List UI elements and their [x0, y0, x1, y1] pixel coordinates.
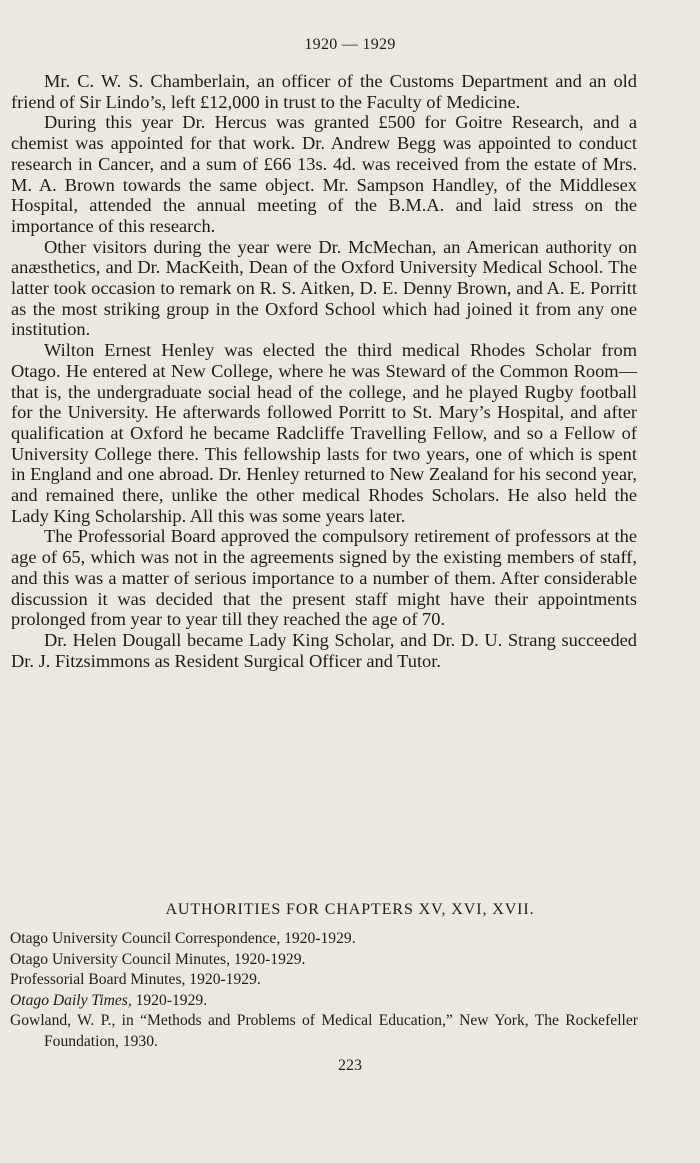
reference-item: Otago University Council Minutes, 1920-1929.	[10, 950, 306, 968]
reference-title-italic: Otago Daily Times,	[10, 991, 132, 1009]
running-head: 1920 — 1929	[304, 36, 396, 53]
paragraph-dougall: Dr. Helen Dougall became Lady King Scholar, and Dr. D. U. Strang succeeded Dr. J. Fitzsimmons as Resident Surgical Officer and Tutor.	[11, 629, 637, 671]
paragraph-chamberlain: Mr. C. W. S. Chamberlain, an officer of the Customs Department and an old friend of Sir Lindo’s, left £12,000 in trust to the Faculty of Medicine.	[11, 71, 637, 112]
reference-item	[10, 991, 638, 1012]
reference-item: Professorial Board Minutes, 1920-1929.	[10, 971, 261, 988]
paragraph-henley: Wilton Ernest Henley was elected the third medical Rhodes Scholar from Otago. He entered at New College, where he was Steward of the Common Room—that is, the undergraduate social head of the college, and he played Rugby football for the University. He afterwards followed Porritt to St. Mary’s Hospital, and after qualification at Oxford he became Radcliffe Travelling Fellow, and so a Fellow of University College there. This fellowship lasts for two years, one of which is spent in England and one abroad. Dr. Henley returned to New Zealand for his second year, and remained there, unlike the other medical Rhodes Scholars. He also held the Lady King Scholarship. All this was some years later.	[11, 340, 637, 526]
page-number: 223	[338, 1057, 362, 1074]
reference-item: Gowland, W. P., in “Methods and Problems of Medical Education,” New York, The Rockefeller Foundation, 1930.	[10, 1012, 638, 1050]
paragraph-retirement: The Professorial Board approved the compulsory retirement of professors at the age of 65, which was not in the agreements signed by the existing members of staff, and this was a matter of serious importance to a number of them. After considerable discussion it was decided that the present staff might have their appointments prolonged from year to year till they reached the age of 70.	[11, 526, 637, 630]
reference-years: 1920-1929.	[131, 991, 208, 1009]
reference-item: Otago University Council Correspondence, 1920-1929.	[10, 930, 356, 947]
body-text	[11, 71, 637, 671]
reference-list	[10, 929, 638, 1052]
authorities-heading: AUTHORITIES FOR CHAPTERS XV, XVI, XVII.	[165, 901, 535, 918]
paragraph-visitors: Other visitors during the year were Dr. McMechan, an American authority on anæsthetics, and Dr. MacKeith, Dean of the Oxford University Medical School. The latter took occasion to remark on R. S. Aitken, D. E. Denny Brown, and A. E. Porritt as the most striking group in the Oxford School which had joined it from any one institution.	[11, 236, 637, 340]
paragraph-goitre-research: During this year Dr. Hercus was granted £500 for Goitre Research, and a chemist was appointed for that work. Dr. Andrew Begg was appointed to conduct research in Cancer, and a sum of £66 13s. 4d. was received from the estate of Mrs. M. A. Brown towards the same object. Mr. Sampson Handley, of the Middlesex Hospital, attended the annual meeting of the B.M.A. and laid stress on the importance of this research.	[11, 112, 637, 236]
